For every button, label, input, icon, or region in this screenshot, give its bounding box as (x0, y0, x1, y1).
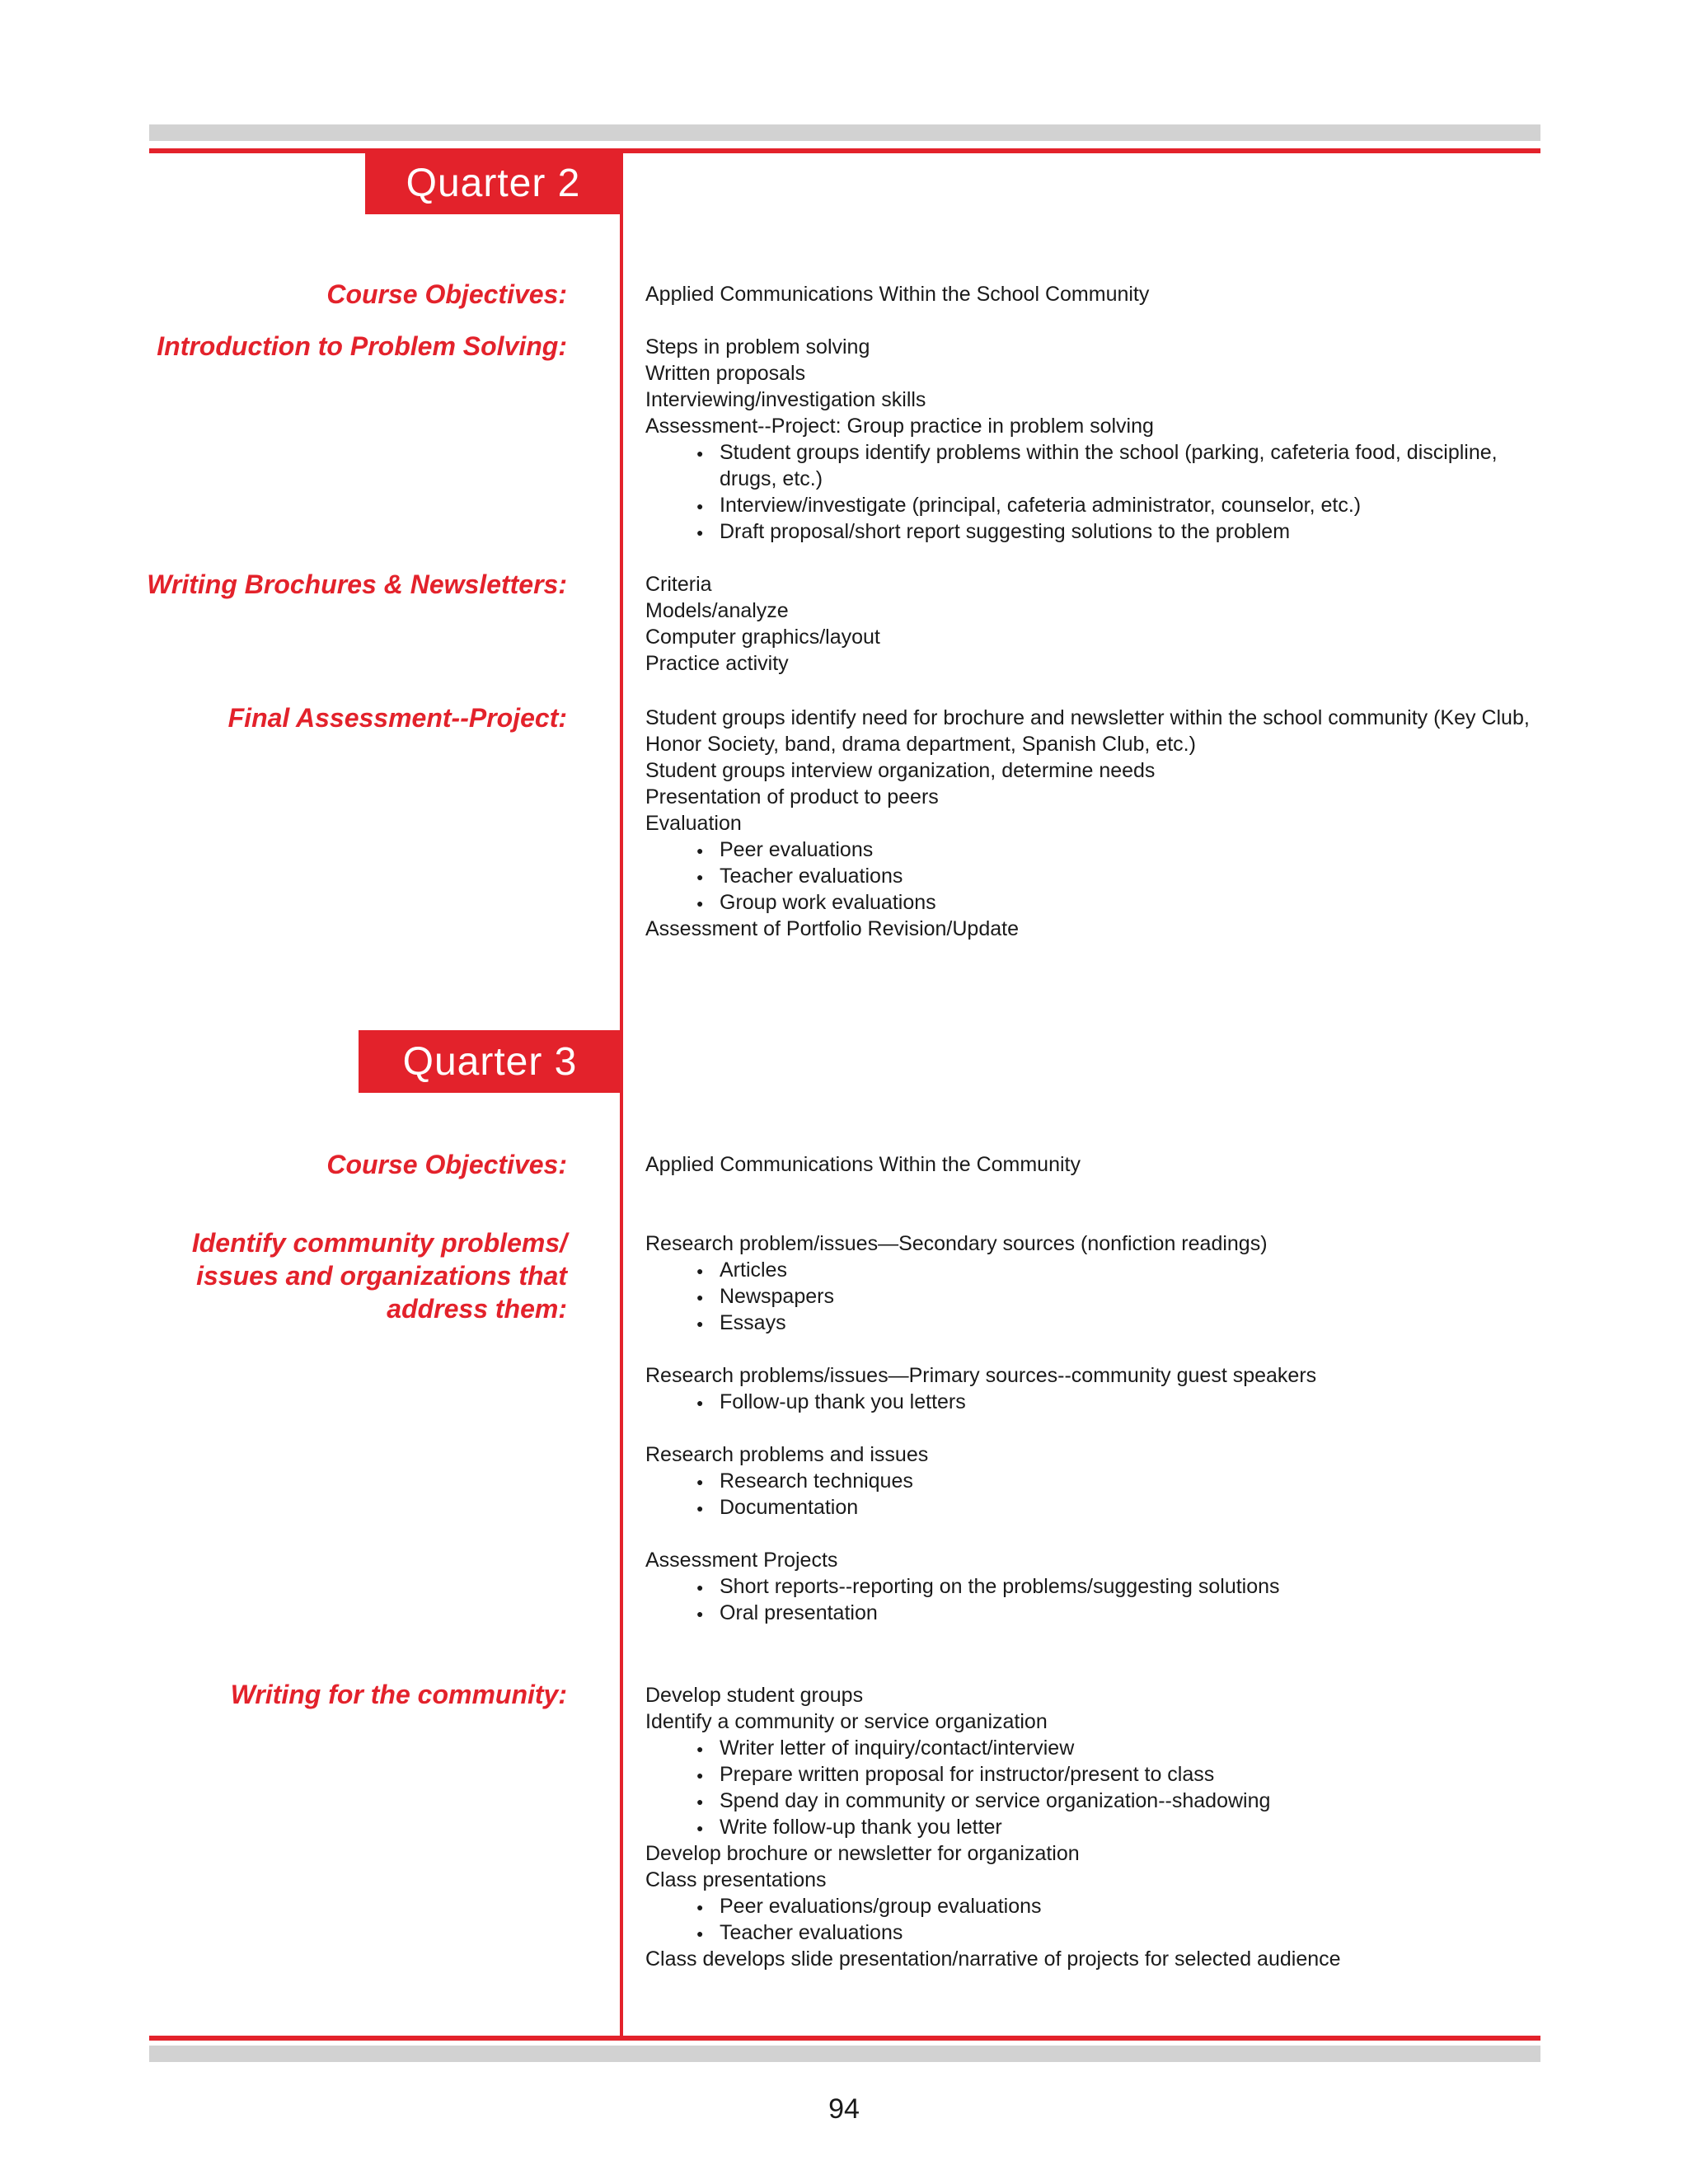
text-line: Models/analyze (645, 599, 789, 622)
list-item: ● Write follow-up thank you letter (720, 1814, 1536, 1840)
bullet-list (645, 1257, 1536, 1336)
text-line: Assessment--Project: Group practice in problem solving (645, 415, 1154, 438)
text-line: Student groups interview organization, determine needs (645, 759, 1156, 782)
text-line: Assessment of Portfolio Revision/Update (645, 917, 1019, 940)
list-item: ● Newspapers (720, 1283, 1536, 1310)
text-line: Develop student groups (645, 1684, 864, 1707)
list-item: ● Spend day in community or service organization--shadowing (720, 1788, 1536, 1814)
list-item: ● Articles (720, 1257, 1536, 1283)
list-item: ● Group work evaluations (720, 889, 1536, 916)
q3-course-objectives (645, 1151, 1536, 1178)
text-line: Steps in problem solving (645, 335, 870, 359)
list-item: ● Prepare written proposal for instructor/present to class (720, 1761, 1536, 1788)
bottom-gray-rule (149, 2046, 1540, 2062)
quarter-2-heading: Quarter 2 (365, 152, 621, 214)
list-item: ● Follow-up thank you letters (720, 1389, 1536, 1415)
q3-course-objectives-label: Course Objectives: (326, 1150, 567, 1179)
list-item: ● Writer letter of inquiry/contact/interview (720, 1735, 1536, 1761)
q2-brochures (645, 571, 1536, 677)
text-line: Presentation of product to peers (645, 785, 939, 808)
text-line: Research problems and issues (645, 1443, 929, 1466)
q3-course-objectives-text: Applied Communications Within the Community (645, 1153, 1081, 1176)
text-line: Interviewing/investigation skills (645, 388, 926, 411)
list-item: ● Documentation (720, 1494, 1536, 1521)
q3-community (645, 1682, 1536, 1972)
q2-final-assessment-label: Final Assessment--Project: (227, 703, 567, 733)
text-line: Develop brochure or newsletter for organization (645, 1842, 1080, 1865)
list-item: ● Teacher evaluations (720, 863, 1536, 889)
q2-brochures-label: Writing Brochures & Newsletters: (147, 569, 567, 599)
bullet-list (645, 1735, 1536, 1840)
text-line: Class develops slide presentation/narrative of projects for selected audience (645, 1947, 1341, 1971)
text-line: Computer graphics/layout (645, 626, 880, 649)
top-red-rule (149, 148, 1540, 153)
list-item: ● Peer evaluations/group evaluations (720, 1893, 1536, 1919)
q2-final-assessment (645, 705, 1536, 942)
bullet-list (645, 1389, 1536, 1415)
q3-community-label: Writing for the community: (230, 1680, 567, 1709)
text-line: Assessment Projects (645, 1549, 838, 1572)
list-item: ● Teacher evaluations (720, 1919, 1536, 1946)
text-line: Practice activity (645, 652, 789, 675)
list-item: ● Student groups identify problems within the school (parking, cafeteria food, discipline, drugs, etc.) (720, 439, 1511, 492)
q2-problem-solving-label: Introduction to Problem Solving: (157, 331, 567, 361)
quarter-3-heading: Quarter 3 (359, 1030, 621, 1093)
bullet-list (645, 1893, 1536, 1946)
bullet-list (645, 1573, 1536, 1626)
list-item: ● Short reports--reporting on the problems/suggesting solutions (720, 1573, 1536, 1600)
text-line: Written proposals (645, 362, 806, 385)
text-line: Criteria (645, 573, 712, 596)
bullet-list (645, 837, 1536, 916)
list-item: ● Draft proposal/short report suggesting solutions to the problem (720, 518, 1511, 545)
text-line: Evaluation (645, 812, 742, 835)
bullet-list (645, 439, 1511, 545)
bottom-red-rule (149, 2036, 1540, 2041)
bullet-list (645, 1468, 1536, 1521)
q2-course-objectives (645, 281, 1536, 307)
vertical-divider (620, 153, 623, 2038)
q2-problem-solving (645, 334, 1536, 545)
text-line: Class presentations (645, 1868, 827, 1891)
q3-identify-label: Identify community problems/ issues and organizations that address them: (191, 1228, 567, 1324)
text-line: Research problem/issues—Secondary sources (nonfiction readings) (645, 1232, 1268, 1255)
list-item: ● Oral presentation (720, 1600, 1536, 1626)
q2-course-objectives-label: Course Objectives: (326, 279, 567, 309)
list-item: ● Interview/investigate (principal, cafeteria administrator, counselor, etc.) (720, 492, 1511, 518)
list-item: ● Research techniques (720, 1468, 1536, 1494)
list-item: ● Peer evaluations (720, 837, 1536, 863)
text-line: Student groups identify need for brochure and newsletter within the school community (Key Club, Honor Society, band, drama department, Spanish Club, etc.) (645, 706, 1530, 756)
list-item: ● Essays (720, 1310, 1536, 1336)
text-line: Research problems/issues—Primary sources--community guest speakers (645, 1364, 1317, 1387)
q2-course-objectives-text: Applied Communications Within the School Community (645, 283, 1150, 306)
top-gray-rule (149, 124, 1540, 141)
text-line: Identify a community or service organization (645, 1710, 1048, 1733)
page-number: 94 (828, 2093, 860, 2125)
q3-identify (645, 1230, 1536, 1626)
